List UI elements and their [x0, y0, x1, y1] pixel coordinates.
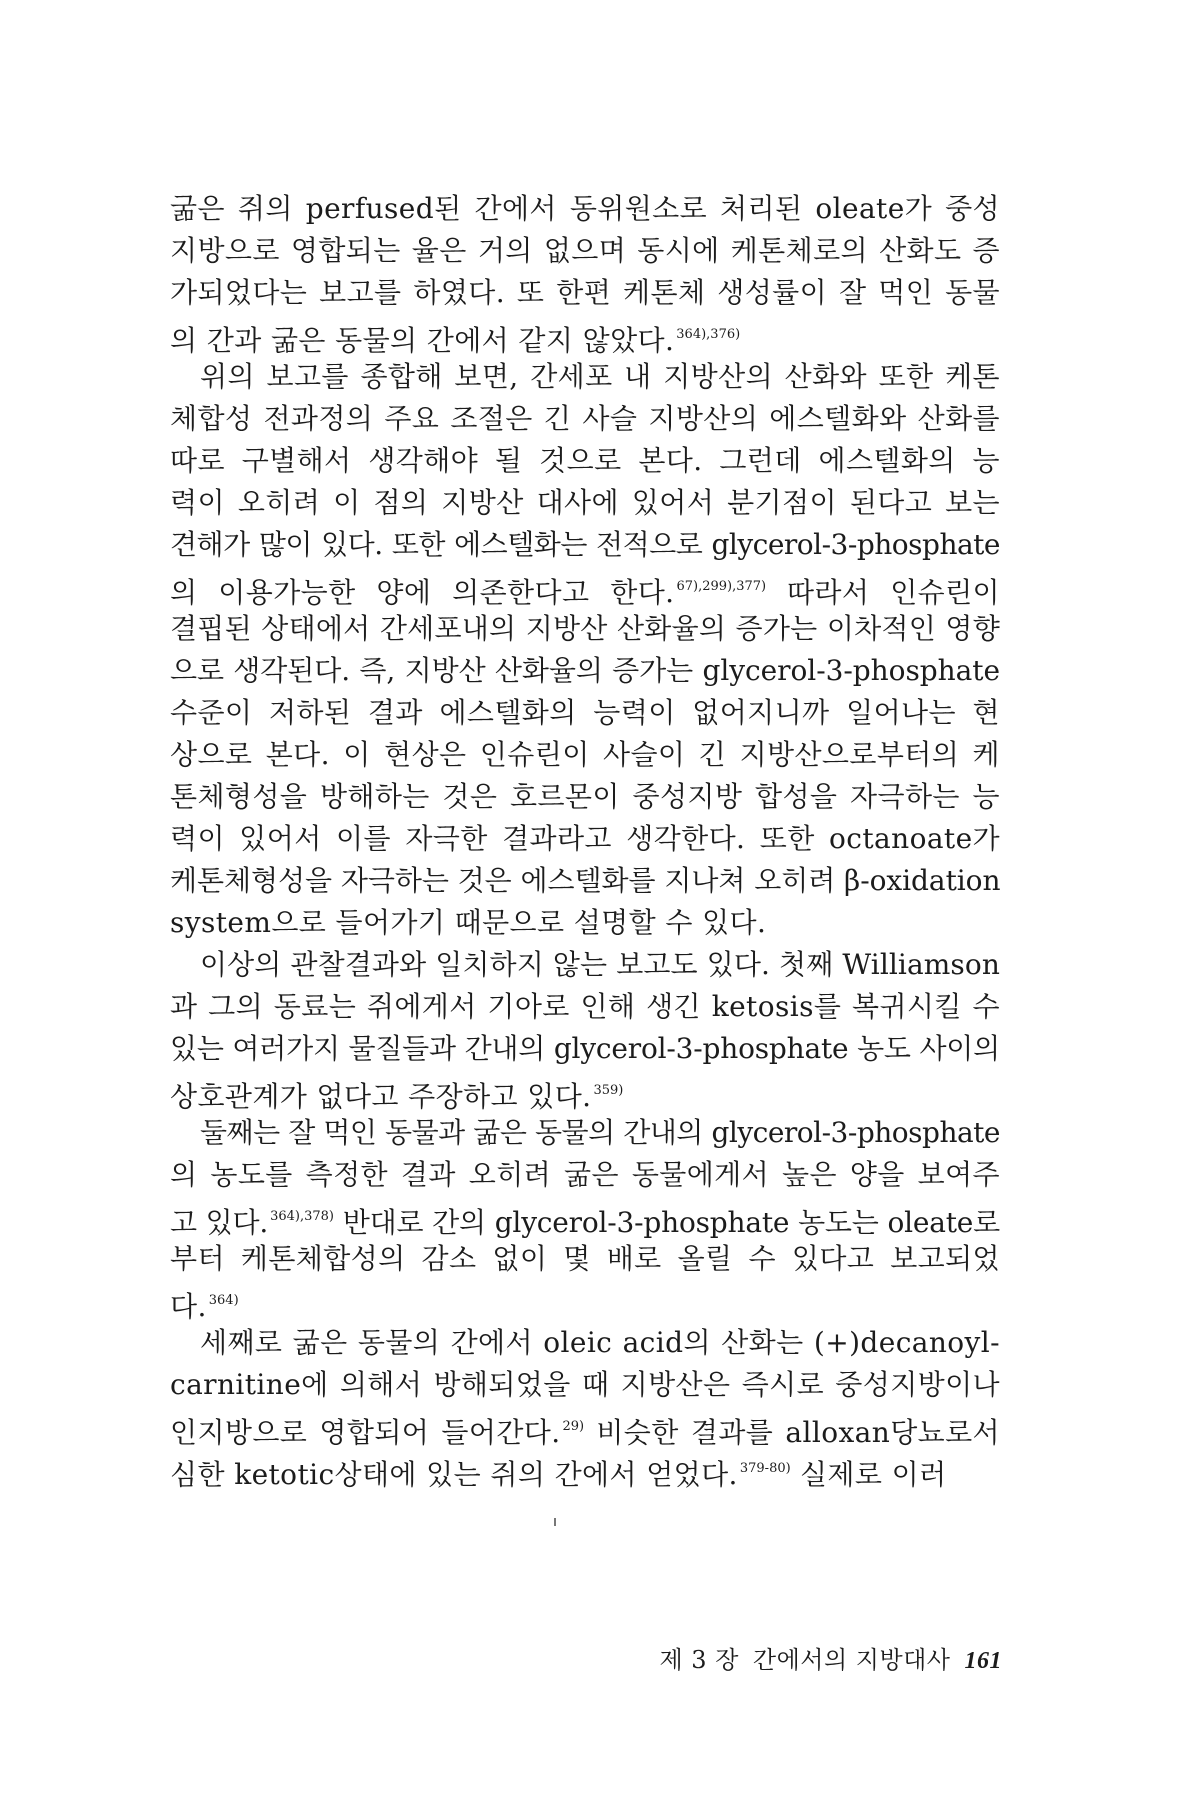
text-line	[170, 818, 1000, 860]
text-line	[170, 1154, 1000, 1196]
paragraph	[170, 1112, 1000, 1322]
text-line	[170, 608, 1000, 650]
text-line	[170, 692, 1000, 734]
line-text: 따로 구별해서 생각해야 될 것으로 본다. 그런데 에스텔화의 능	[170, 444, 1000, 477]
text-line	[170, 1238, 1000, 1280]
text-line	[170, 356, 1000, 398]
line-text: 의 이용가능한 양에 의존한다고 한다.	[170, 576, 675, 609]
text-line	[170, 650, 1000, 692]
line-text: 있는 여러가지 물질들과 간내의 glycerol-3-phosphate 농도 사이의	[170, 1032, 1001, 1065]
text-line	[170, 440, 1000, 482]
text-line	[170, 860, 1000, 902]
chapter-number: 제 3 장	[659, 1646, 739, 1674]
text-line	[170, 1112, 1000, 1154]
line-text: 케톤체형성을 자극하는 것은 에스텔화를 지나쳐 오히려 β-oxidation	[170, 864, 1001, 897]
line-text: 견해가 많이 있다. 또한 에스텔화는 전적으로 glycerol-3-phosphate	[170, 528, 1000, 561]
line-text: 다.	[170, 1290, 207, 1323]
line-text: 부터 케톤체합성의 감소 없이 몇 배로 올릴 수 있다고 보고되었	[170, 1242, 1000, 1275]
line-text: 과 그의 동료는 쥐에게서 기아로 인해 생긴 ketosis를 복귀시킬 수	[170, 990, 1000, 1023]
text-line	[170, 524, 1000, 566]
running-footer	[618, 1645, 1002, 1676]
line-text-continued: 따라서 인슈린이	[766, 576, 1000, 609]
paragraph	[170, 356, 1000, 944]
citation-ref: 67),299),377)	[676, 579, 767, 594]
text-line	[170, 1322, 1000, 1364]
text-line	[170, 1028, 1000, 1070]
line-text: 이상의 관찰결과와 일치하지 않는 보고도 있다. 첫째 Williamson	[200, 948, 1000, 981]
print-speck	[554, 1518, 556, 1526]
body-text	[170, 188, 1000, 1490]
text-line	[170, 734, 1000, 776]
paragraph	[170, 188, 1000, 356]
line-text: 세째로 굶은 동물의 간에서 oleic acid의 산화는 (+)decanoyl-	[200, 1326, 1000, 1359]
line-text: 수준이 저하된 결과 에스텔화의 능력이 없어지니까 일어나는 현	[170, 696, 1000, 729]
line-text: 으로 생각된다. 즉, 지방산 산화율의 증가는 glycerol-3-phosphate	[170, 654, 1000, 687]
text-line	[170, 1280, 1000, 1322]
line-text-continued: 반대로 간의 glycerol-3-phosphate 농도는 oleate로	[333, 1206, 1000, 1239]
line-text: carnitine에 의해서 방해되었을 때 지방산은 즉시로 중성지방이나	[170, 1368, 1000, 1401]
text-line	[170, 944, 1000, 986]
line-text-continued: 실제로 이러	[790, 1458, 947, 1491]
line-text: 고 있다.	[170, 1206, 269, 1239]
line-text: 의 농도를 측정한 결과 오히려 굶은 동물에게서 높은 양을 보여주	[170, 1158, 1000, 1191]
text-line	[170, 566, 1000, 608]
line-text: 력이 오히려 이 점의 지방산 대사에 있어서 분기점이 된다고 보는	[170, 486, 1000, 519]
text-line	[170, 1406, 1000, 1448]
text-line	[170, 188, 1000, 230]
line-text: 지방으로 영합되는 율은 거의 없으며 동시에 케톤체로의 산화도 증	[170, 234, 1000, 267]
line-text: 상으로 본다. 이 현상은 인슈린이 사슬이 긴 지방산으로부터의 케	[170, 738, 1000, 771]
citation-ref: 364),376)	[676, 327, 741, 342]
text-line	[170, 398, 1000, 440]
page-number: 161	[964, 1648, 1002, 1674]
citation-ref: 364)	[208, 1293, 239, 1308]
line-text: 상호관계가 없다고 주장하고 있다.	[170, 1080, 592, 1113]
line-text: 위의 보고를 종합해 보면, 간세포 내 지방산의 산화와 또한 케톤	[200, 360, 1000, 393]
paragraph	[170, 944, 1000, 1112]
text-line	[170, 1448, 1000, 1490]
chapter-title: 간에서의 지방대사	[752, 1646, 951, 1674]
text-line	[170, 482, 1000, 524]
line-text-continued: 비슷한 결과를 alloxan당뇨로서	[584, 1416, 1000, 1449]
text-line	[170, 230, 1000, 272]
line-text: 둘째는 잘 먹인 동물과 굶은 동물의 간내의 glycerol-3-phosphate	[200, 1116, 1000, 1149]
text-line	[170, 314, 1000, 356]
citation-ref: 364),378)	[270, 1209, 334, 1224]
line-text: 의 간과 굶은 동물의 간에서 같지 않았다.	[170, 324, 675, 357]
line-text: 체합성 전과정의 주요 조절은 긴 사슬 지방산의 에스텔화와 산화를	[170, 402, 1000, 435]
text-line	[170, 902, 1000, 944]
paragraph	[170, 1322, 1000, 1490]
citation-ref: 29)	[562, 1419, 585, 1434]
text-line	[170, 776, 1000, 818]
line-text: 인지방으로 영합되어 들어간다.	[170, 1416, 561, 1449]
line-text: 결핍된 상태에서 간세포내의 지방산 산화율의 증가는 이차적인 영향	[170, 612, 1000, 645]
text-line	[170, 986, 1000, 1028]
line-text: 톤체형성을 방해하는 것은 호르몬이 중성지방 합성을 자극하는 능	[170, 780, 1000, 813]
text-line	[170, 272, 1000, 314]
text-line	[170, 1070, 1000, 1112]
text-line	[170, 1196, 1000, 1238]
line-text: 심한 ketotic상태에 있는 쥐의 간에서 얻었다.	[170, 1458, 738, 1491]
text-line	[170, 1364, 1000, 1406]
citation-ref: 379-80)	[739, 1461, 791, 1476]
line-text: 가되었다는 보고를 하였다. 또 한편 케톤체 생성률이 잘 먹인 동물	[170, 276, 1000, 309]
line-text: system으로 들어가기 때문으로 설명할 수 있다.	[170, 906, 767, 939]
citation-ref: 359)	[593, 1083, 624, 1098]
line-text: 굶은 쥐의 perfused된 간에서 동위원소로 처리된 oleate가 중성	[170, 192, 1000, 225]
line-text: 력이 있어서 이를 자극한 결과라고 생각한다. 또한 octanoate가	[170, 822, 1000, 855]
